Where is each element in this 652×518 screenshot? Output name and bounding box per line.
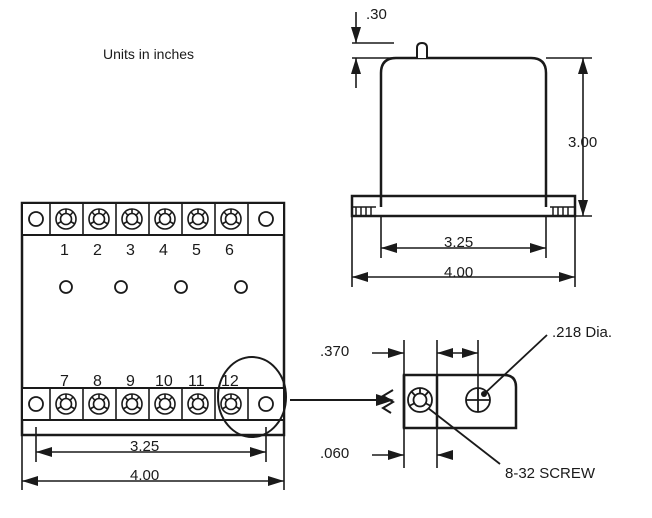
side-dim-label-300: 3.00 (568, 134, 598, 151)
detail-leader-arrow (290, 394, 394, 406)
terminal-label-11: 11 (188, 373, 205, 390)
detail-view-body (404, 375, 516, 428)
screw-callout-label: 8-32 SCREW (505, 465, 596, 482)
detail-dim-label-370: .370 (320, 343, 350, 360)
terminal-label-12: 12 (221, 373, 239, 390)
units-note: Units in inches (103, 46, 195, 62)
side-view-outline (352, 58, 575, 216)
terminal-label-5: 5 (192, 242, 201, 259)
detail-dim-label-060: .060 (320, 445, 350, 462)
terminal-label-8: 8 (93, 373, 102, 390)
side-dim-label-325: 3.25 (444, 234, 474, 251)
terminal-label-1: 1 (60, 242, 69, 259)
side-view-top-tab (417, 43, 427, 58)
terminal-label-7: 7 (60, 373, 69, 390)
terminal-label-3: 3 (126, 242, 135, 259)
terminal-label-10: 10 (155, 373, 173, 390)
side-dim-label-030: .30 (366, 6, 387, 23)
terminal-label-9: 9 (126, 373, 135, 390)
front-dim-label-3-25: 3.25 (130, 438, 160, 455)
side-dim-label-400: 4.00 (444, 264, 474, 281)
front-dim-label-4-00: 4.00 (130, 467, 160, 484)
terminal-label-6: 6 (225, 242, 234, 259)
hole-callout-label: .218 Dia. (552, 324, 613, 341)
terminal-label-2: 2 (93, 242, 102, 259)
detail-dim-060 (372, 428, 453, 468)
terminal-label-4: 4 (159, 242, 168, 259)
